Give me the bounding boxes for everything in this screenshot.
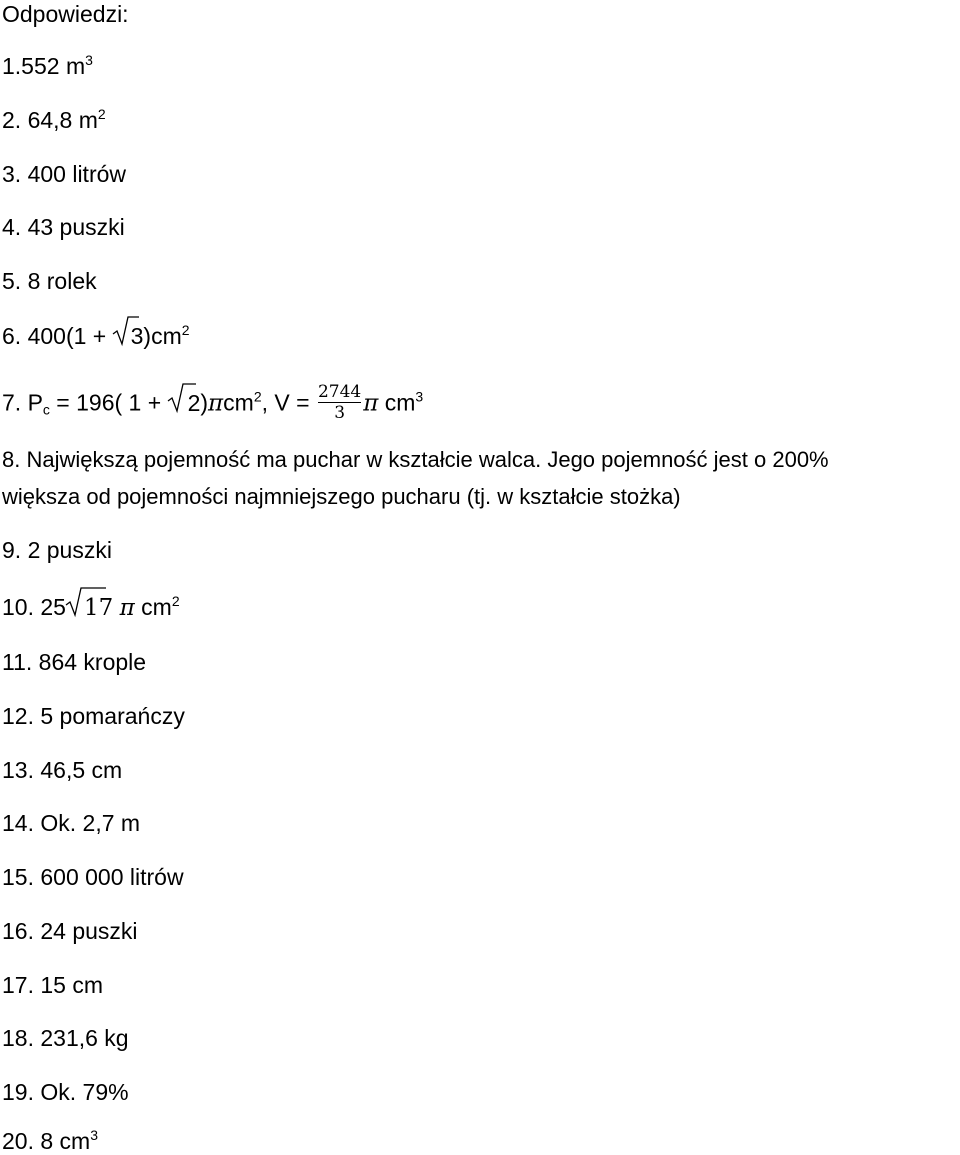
answer-20-text: 20. 8 cm [2,1128,91,1154]
answer-7-mid1: = 196( 1 + [49,389,168,416]
answer-8-line-1: 8. Największą pojemność ma puchar w kształcie walca. Jego pojemność jest o 200% [2,447,829,472]
answer-7-subscript: c [42,401,50,418]
answer-2 [2,106,106,134]
answer-6-radicand: 3 [130,323,144,349]
answer-1-text: 1.552 m [2,53,86,79]
answer-4: 4. 43 puszki [2,214,125,240]
answer-10-exponent: 2 [171,593,180,609]
fraction [318,382,361,423]
answer-20-exponent: 3 [90,1127,99,1143]
answer-16: 16. 24 puszki [2,918,138,944]
answer-15: 15. 600 000 litrów [2,864,184,890]
answer-6 [2,322,190,350]
answer-6-exponent: 2 [181,322,190,338]
radical-sign-icon [168,383,196,415]
answer-2-exponent: 2 [97,106,106,122]
pi-symbol-3: π [119,595,135,621]
answer-6-pre: 6. 400(1 + [2,323,113,349]
answer-8-line-2: większa od pojemności najmniejszego pucharu (tj. w kształcie stożka) [2,484,681,509]
answer-5: 5. 8 rolek [2,268,97,294]
answer-7-exponent1: 2 [253,388,262,405]
pi-symbol-2: π [363,390,379,417]
answer-20 [2,1127,98,1155]
answer-13: 13. 46,5 cm [2,757,123,783]
answer-7 [2,384,423,425]
answer-2-text: 2. 64,8 m [2,107,98,133]
answer-7-unit1: cm [223,389,254,416]
square-root-17 [66,593,113,622]
radical-sign-icon [113,316,139,348]
heading: Odpowiedzi: [2,1,129,27]
answer-7-mid3: , V = [261,389,316,416]
answer-7-radicand: 2 [187,389,201,416]
answer-12: 12. 5 pomarańczy [2,703,185,729]
answer-9: 9. 2 puszki [2,537,112,563]
radical-sign-icon [66,587,106,619]
pi-symbol: π [208,390,224,417]
answer-14: 14. Ok. 2,7 m [2,810,141,836]
answer-3: 3. 400 litrów [2,161,127,187]
square-root-2 [168,389,201,417]
answer-10 [2,593,180,622]
fraction-numerator: 2744 [317,382,362,402]
answer-11: 11. 864 krople [2,649,147,675]
answer-10-unit: cm [134,594,172,620]
fraction-denominator: 3 [334,403,346,423]
answer-6-post: )cm [143,323,182,349]
answer-19: 19. Ok. 79% [2,1079,129,1105]
answer-7-mid2: ) [200,389,209,416]
answer-7-exponent2: 3 [415,388,424,405]
answer-10-pre: 10. 25 [2,594,66,620]
answer-7-unit2: cm [378,389,416,416]
answer-10-radicand: 17 [83,595,114,621]
answer-1 [2,52,93,80]
square-root-3 [113,322,144,350]
answer-18: 18. 231,6 kg [2,1025,129,1051]
answer-17: 17. 15 cm [2,972,103,998]
answer-1-exponent: 3 [85,52,93,68]
answer-7-pre: 7. P [2,389,43,416]
